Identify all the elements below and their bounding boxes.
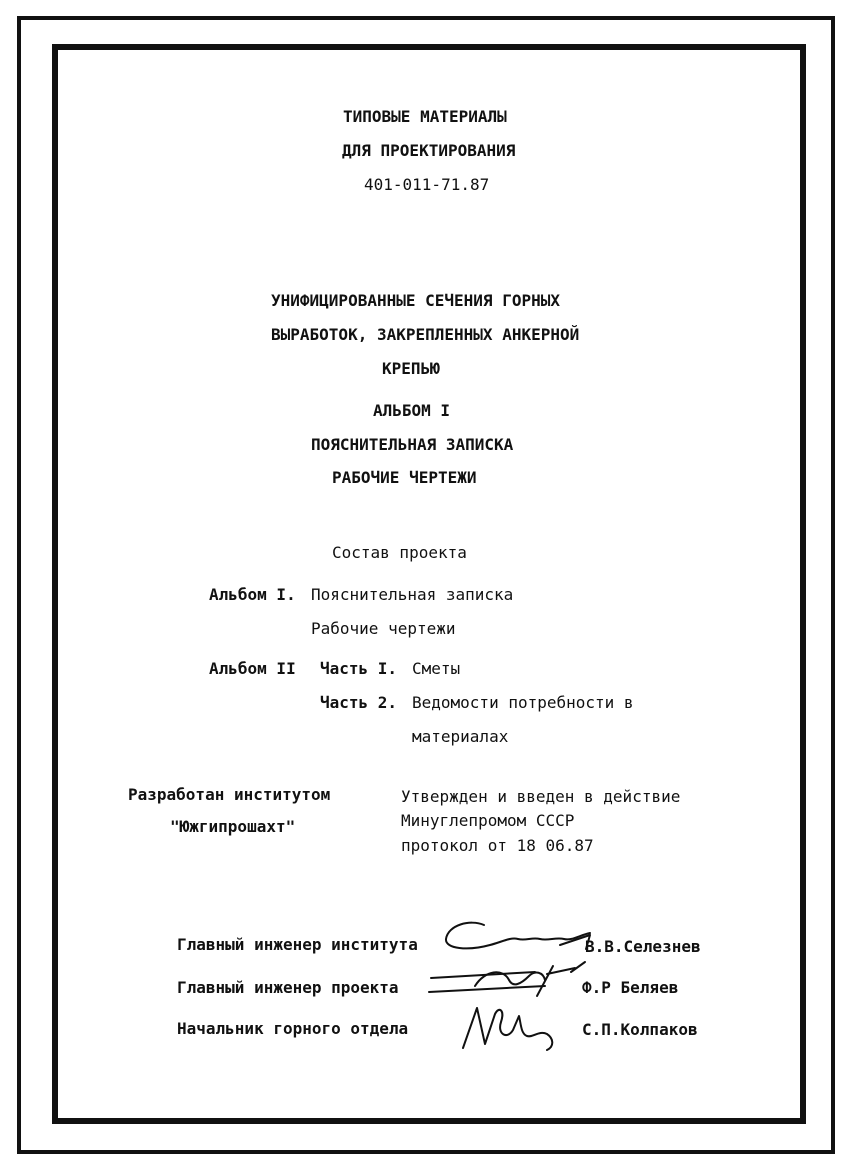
album2-part1-text: Сметы <box>412 659 461 678</box>
signature-1-handwritten <box>440 915 600 960</box>
signature-name-3: С.П.Колпаков <box>582 1020 698 1039</box>
composition-heading: Состав проекта <box>332 543 467 562</box>
album1-item-1: Пояснительная записка <box>311 585 514 604</box>
document-code: 401-011-71.87 <box>364 175 490 194</box>
album2-part1-label: Часть I. <box>320 659 398 678</box>
signature-2-handwritten <box>425 958 595 1006</box>
developer-line-1: Разработан институтом <box>128 785 331 804</box>
album-name: АЛЬБОМ I <box>373 401 451 420</box>
header-line-2: ДЛЯ ПРОЕКТИРОВАНИЯ <box>342 141 516 160</box>
header-line-1: ТИПОВЫЕ МАТЕРИАЛЫ <box>343 107 507 126</box>
title-line-1: УНИФИЦИРОВАННЫЕ СЕЧЕНИЯ ГОРНЫХ <box>271 291 560 310</box>
signature-role-2: Главный инженер проекта <box>177 978 399 997</box>
album2-part2-text-2: материалах <box>412 727 509 746</box>
album-line-1: ПОЯСНИТЕЛЬНАЯ ЗАПИСКА <box>311 435 514 454</box>
album-line-2: РАБОЧИЕ ЧЕРТЕЖИ <box>332 468 477 487</box>
approval-line-1: Утвержден и введен в действие <box>401 787 681 806</box>
approval-line-3: протокол от 18 06.87 <box>401 836 594 855</box>
album2-part2-text-1: Ведомости потребности в <box>412 693 634 712</box>
signature-role-1: Главный инженер института <box>177 935 418 954</box>
album1-item-2: Рабочие чертежи <box>311 619 456 638</box>
title-line-3: КРЕПЬЮ <box>382 359 440 378</box>
album2-part2-label: Часть 2. <box>320 693 398 712</box>
title-line-2: ВЫРАБОТОК, ЗАКРЕПЛЕННЫХ АНКЕРНОЙ <box>271 325 580 344</box>
signature-name-2: Ф.Р Беляев <box>582 978 679 997</box>
approval-line-2: Минуглепромом СССР <box>401 811 575 830</box>
developer-line-2: "Южгипрошахт" <box>170 817 296 836</box>
album2-label: Альбом II <box>209 659 296 678</box>
signature-name-1: В.В.Селезнев <box>585 937 701 956</box>
album1-label: Альбом I. <box>209 585 296 604</box>
signature-3-handwritten <box>455 1000 565 1055</box>
signature-role-3: Начальник горного отдела <box>177 1019 409 1038</box>
